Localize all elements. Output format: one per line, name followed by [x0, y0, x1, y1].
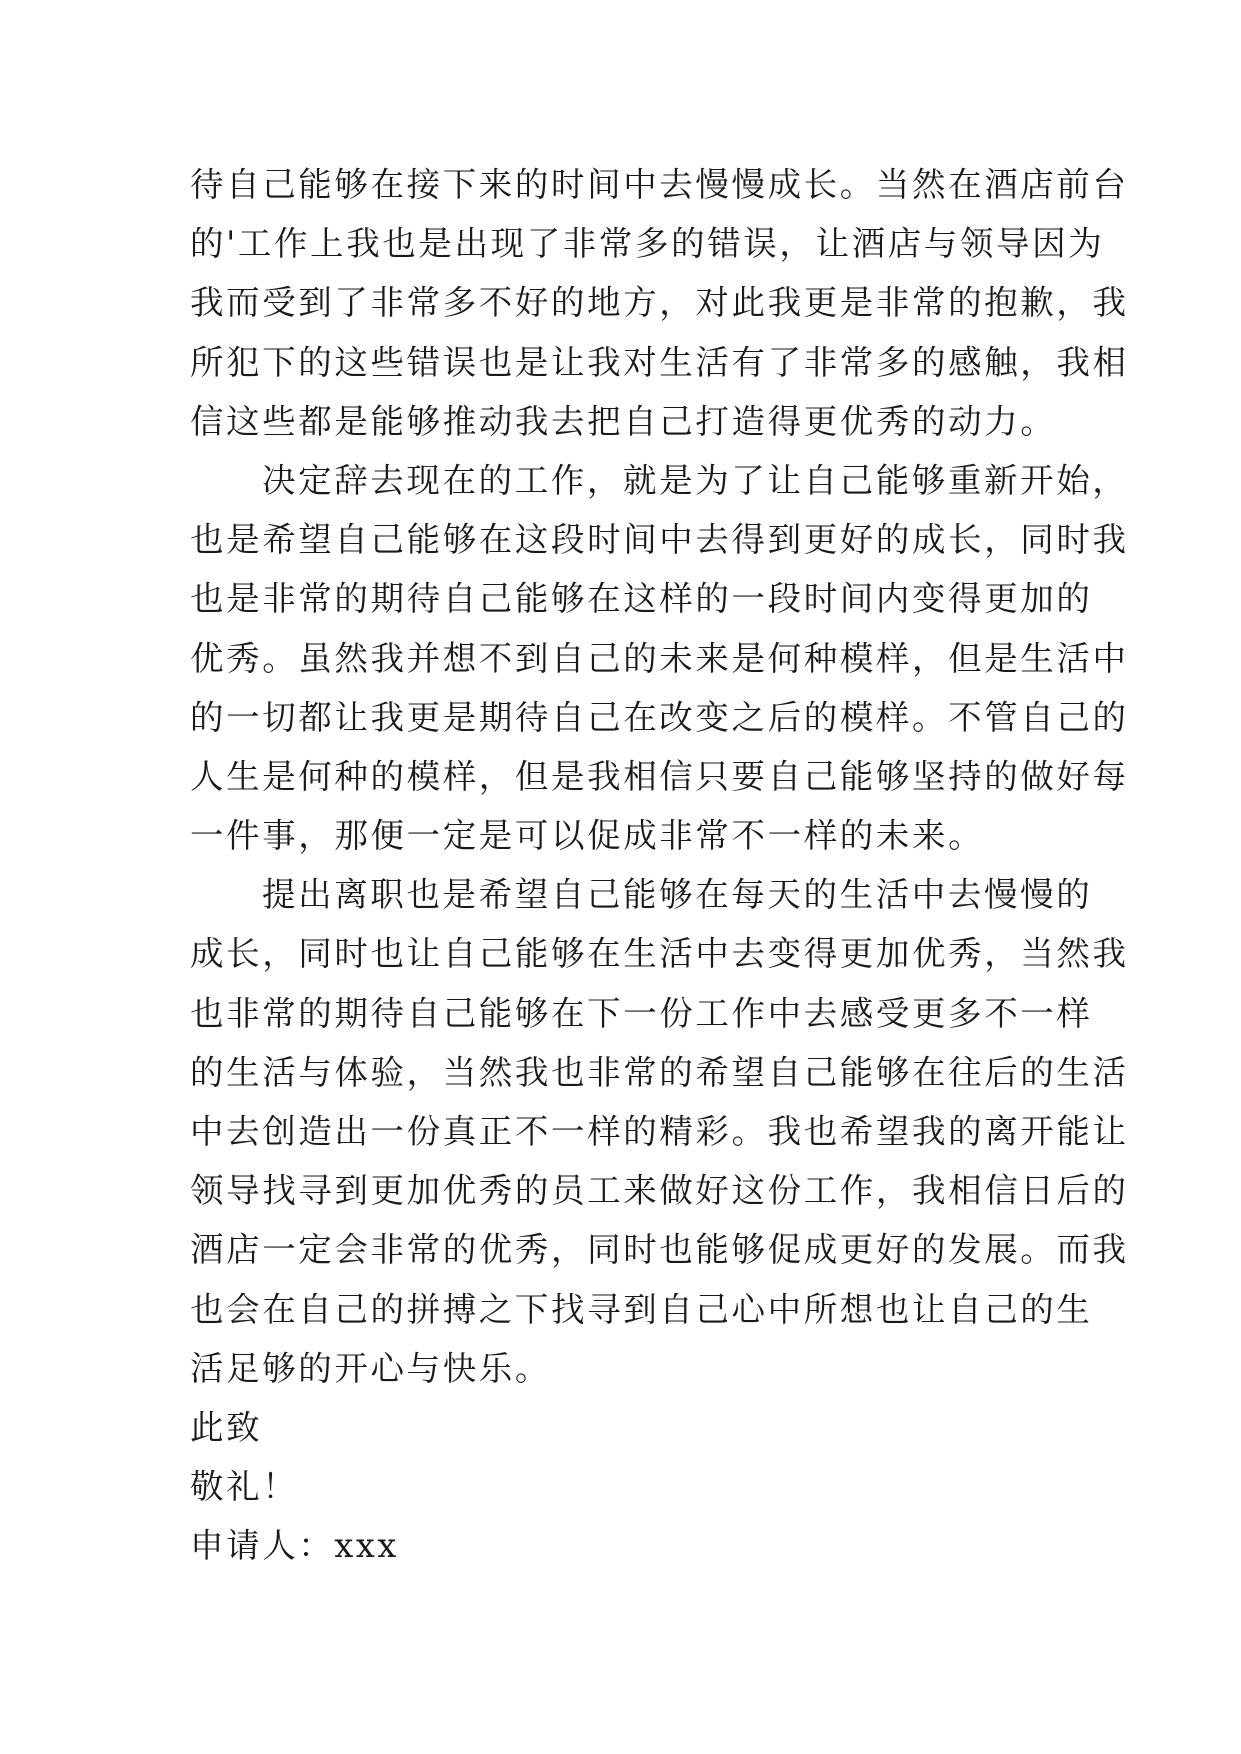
text-line: 的生活与体验，当然我也非常的希望自己能够在往后的生活 [190, 1052, 1129, 1092]
text-line: 也是非常的期待自己能够在这样的一段时间内变得更加的 [190, 579, 1093, 619]
paragraph-continued [190, 155, 1129, 451]
text-line: 也会在自己的拼搏之下找寻到自己心中所想也让自己的生 [190, 1289, 1093, 1329]
text-line: 成长，同时也让自己能够在生活中去变得更加优秀，当然我 [190, 934, 1129, 974]
text-line: 我而受到了非常多不好的地方，对此我更是非常的抱歉，我 [190, 283, 1129, 323]
text-line: 一件事，那便一定是可以促成非常不一样的未来。 [190, 816, 985, 856]
text-line: 提出离职也是希望自己能够在每天的生活中去慢慢的 [262, 875, 1093, 915]
text-line: 也非常的期待自己能够在下一份工作中去感受更多不一样 [190, 993, 1093, 1033]
signature-line: 申请人：xxx [190, 1526, 399, 1566]
text-line: 信这些都是能够推动我去把自己打造得更优秀的动力。 [190, 401, 1057, 441]
text-line: 所犯下的这些错误也是让我对生活有了非常多的感触，我相 [190, 342, 1129, 382]
text-line: 优秀。虽然我并想不到自己的未来是何种模样，但是生活中 [190, 638, 1129, 678]
text-line: 人生是何种的模样，但是我相信只要自己能够坚持的做好每 [190, 756, 1129, 796]
text-line: 决定辞去现在的工作，就是为了让自己能够重新开始， [262, 460, 1129, 500]
text-line: 也是希望自己能够在这段时间中去得到更好的成长，同时我 [190, 520, 1129, 560]
salutation-text: 敬礼！ [190, 1467, 299, 1507]
text-line: 中去创造出一份真正不一样的精彩。我也希望我的离开能让 [190, 1112, 1129, 1151]
text-line: 活足够的开心与快乐。 [190, 1348, 551, 1388]
letter-body [190, 155, 1129, 1576]
text-line: 的一切都让我更是期待自己在改变之后的模样。不管自己的 [190, 697, 1129, 737]
text-line: 酒店一定会非常的优秀，同时也能够促成更好的发展。而我 [190, 1230, 1129, 1270]
text-line: 领导找寻到更加优秀的员工来做好这份工作，我相信日后的 [190, 1171, 1129, 1211]
text-line: 待自己能够在接下来的时间中去慢慢成长。当然在酒店前台 [190, 165, 1129, 204]
paragraph-resignation-reason [190, 451, 1129, 865]
text-line: 的'工作上我也是出现了非常多的错误，让酒店与领导因为 [190, 224, 1105, 264]
closing-text: 此致 [190, 1407, 263, 1447]
paragraph-future-wishes [190, 865, 1129, 1398]
